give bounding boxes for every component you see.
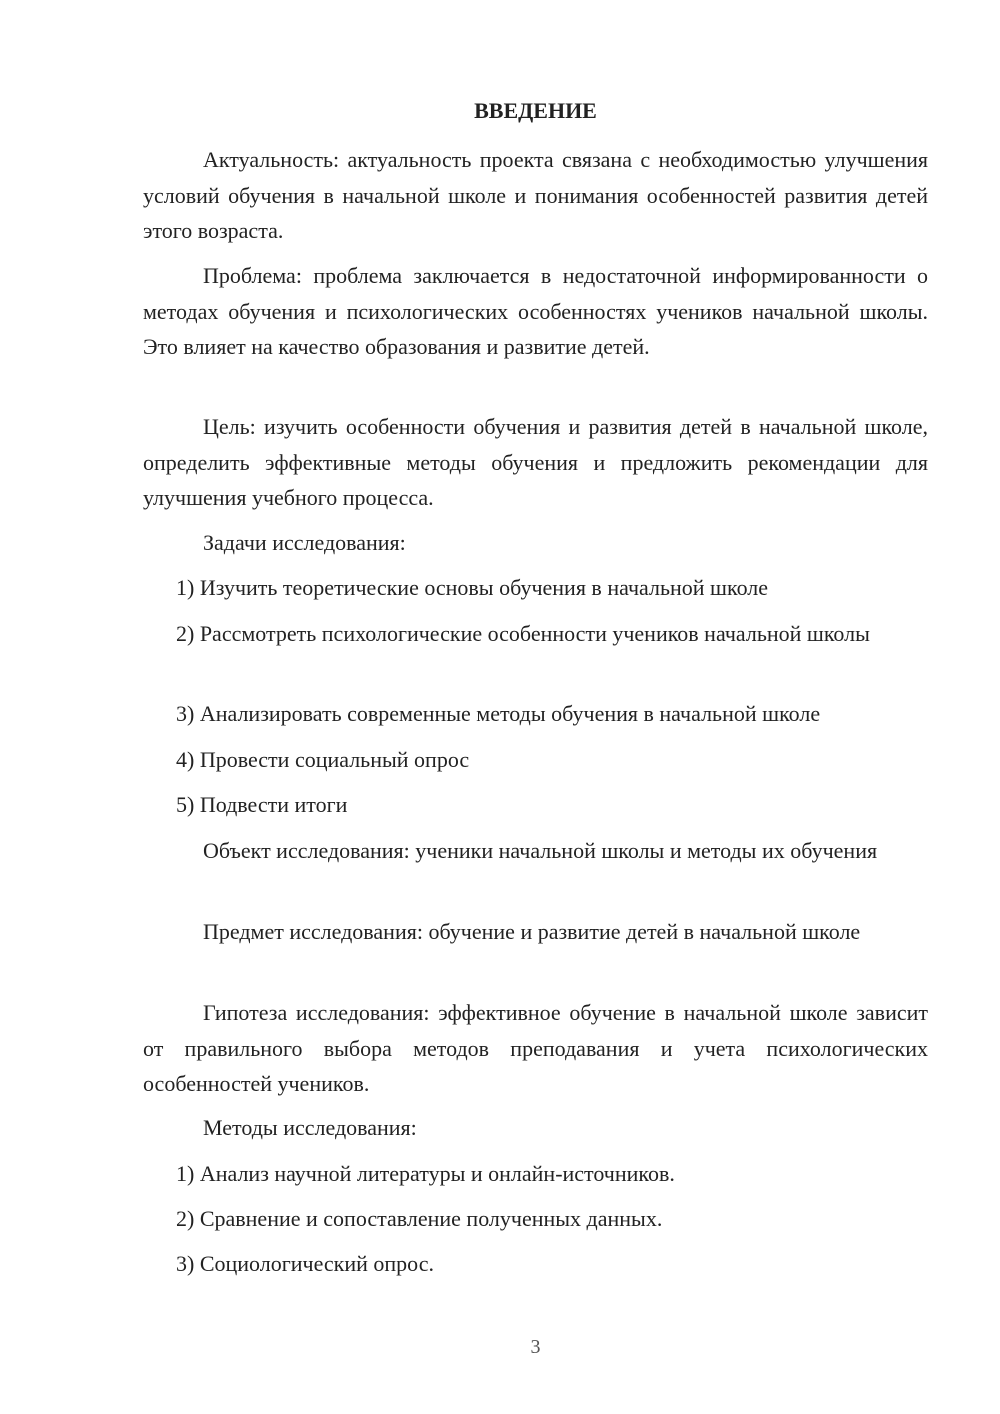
task-item-3: 3) Анализировать современные методы обучения в начальной школе (176, 701, 821, 726)
subject-paragraph: Предмет исследования: обучение и развитие детей в начальной школе (203, 919, 861, 944)
task-item-1: 1) Изучить теоретические основы обучения в начальной школе (176, 575, 769, 600)
page-title: ВВЕДЕНИЕ (474, 98, 597, 123)
hypothesis-paragraph: Гипотеза исследования: эффективное обучение в начальной школе зависит от правильного выбора методов преподавания и учета психологических особенностей учеников. (143, 1000, 928, 1096)
methods-heading: Методы исследования: (203, 1115, 417, 1140)
object-paragraph: Объект исследования: ученики начальной школы и методы их обучения (203, 838, 878, 863)
task-item-5: 5) Подвести итоги (176, 792, 348, 817)
task-item-4: 4) Провести социальный опрос (176, 747, 470, 772)
method-item-1: 1) Анализ научной литературы и онлайн-источников. (176, 1161, 675, 1186)
relevance-paragraph: Актуальность: актуальность проекта связана с необходимостью улучшения условий обучения в начальной школе и понимания особенностей развития детей этого возраста. (143, 147, 928, 243)
tasks-heading: Задачи исследования: (203, 530, 406, 555)
method-item-2: 2) Сравнение и сопоставление полученных данных. (176, 1206, 663, 1231)
document-page (143, 0, 928, 1414)
goal-paragraph: Цель: изучить особенности обучения и развития детей в начальной школе, определить эффективные методы обучения и предложить рекомендации для улучшения учебного процесса. (143, 414, 928, 510)
page-number: 3 (530, 1336, 541, 1358)
method-item-3: 3) Социологический опрос. (176, 1251, 434, 1276)
task-item-2: 2) Рассмотреть психологические особенности учеников начальной школы (176, 621, 870, 646)
problem-paragraph: Проблема: проблема заключается в недостаточной информированности о методах обучения и психологических особенностях учеников начальной школы. Это влияет на качество образования и развитие детей. (143, 263, 928, 359)
